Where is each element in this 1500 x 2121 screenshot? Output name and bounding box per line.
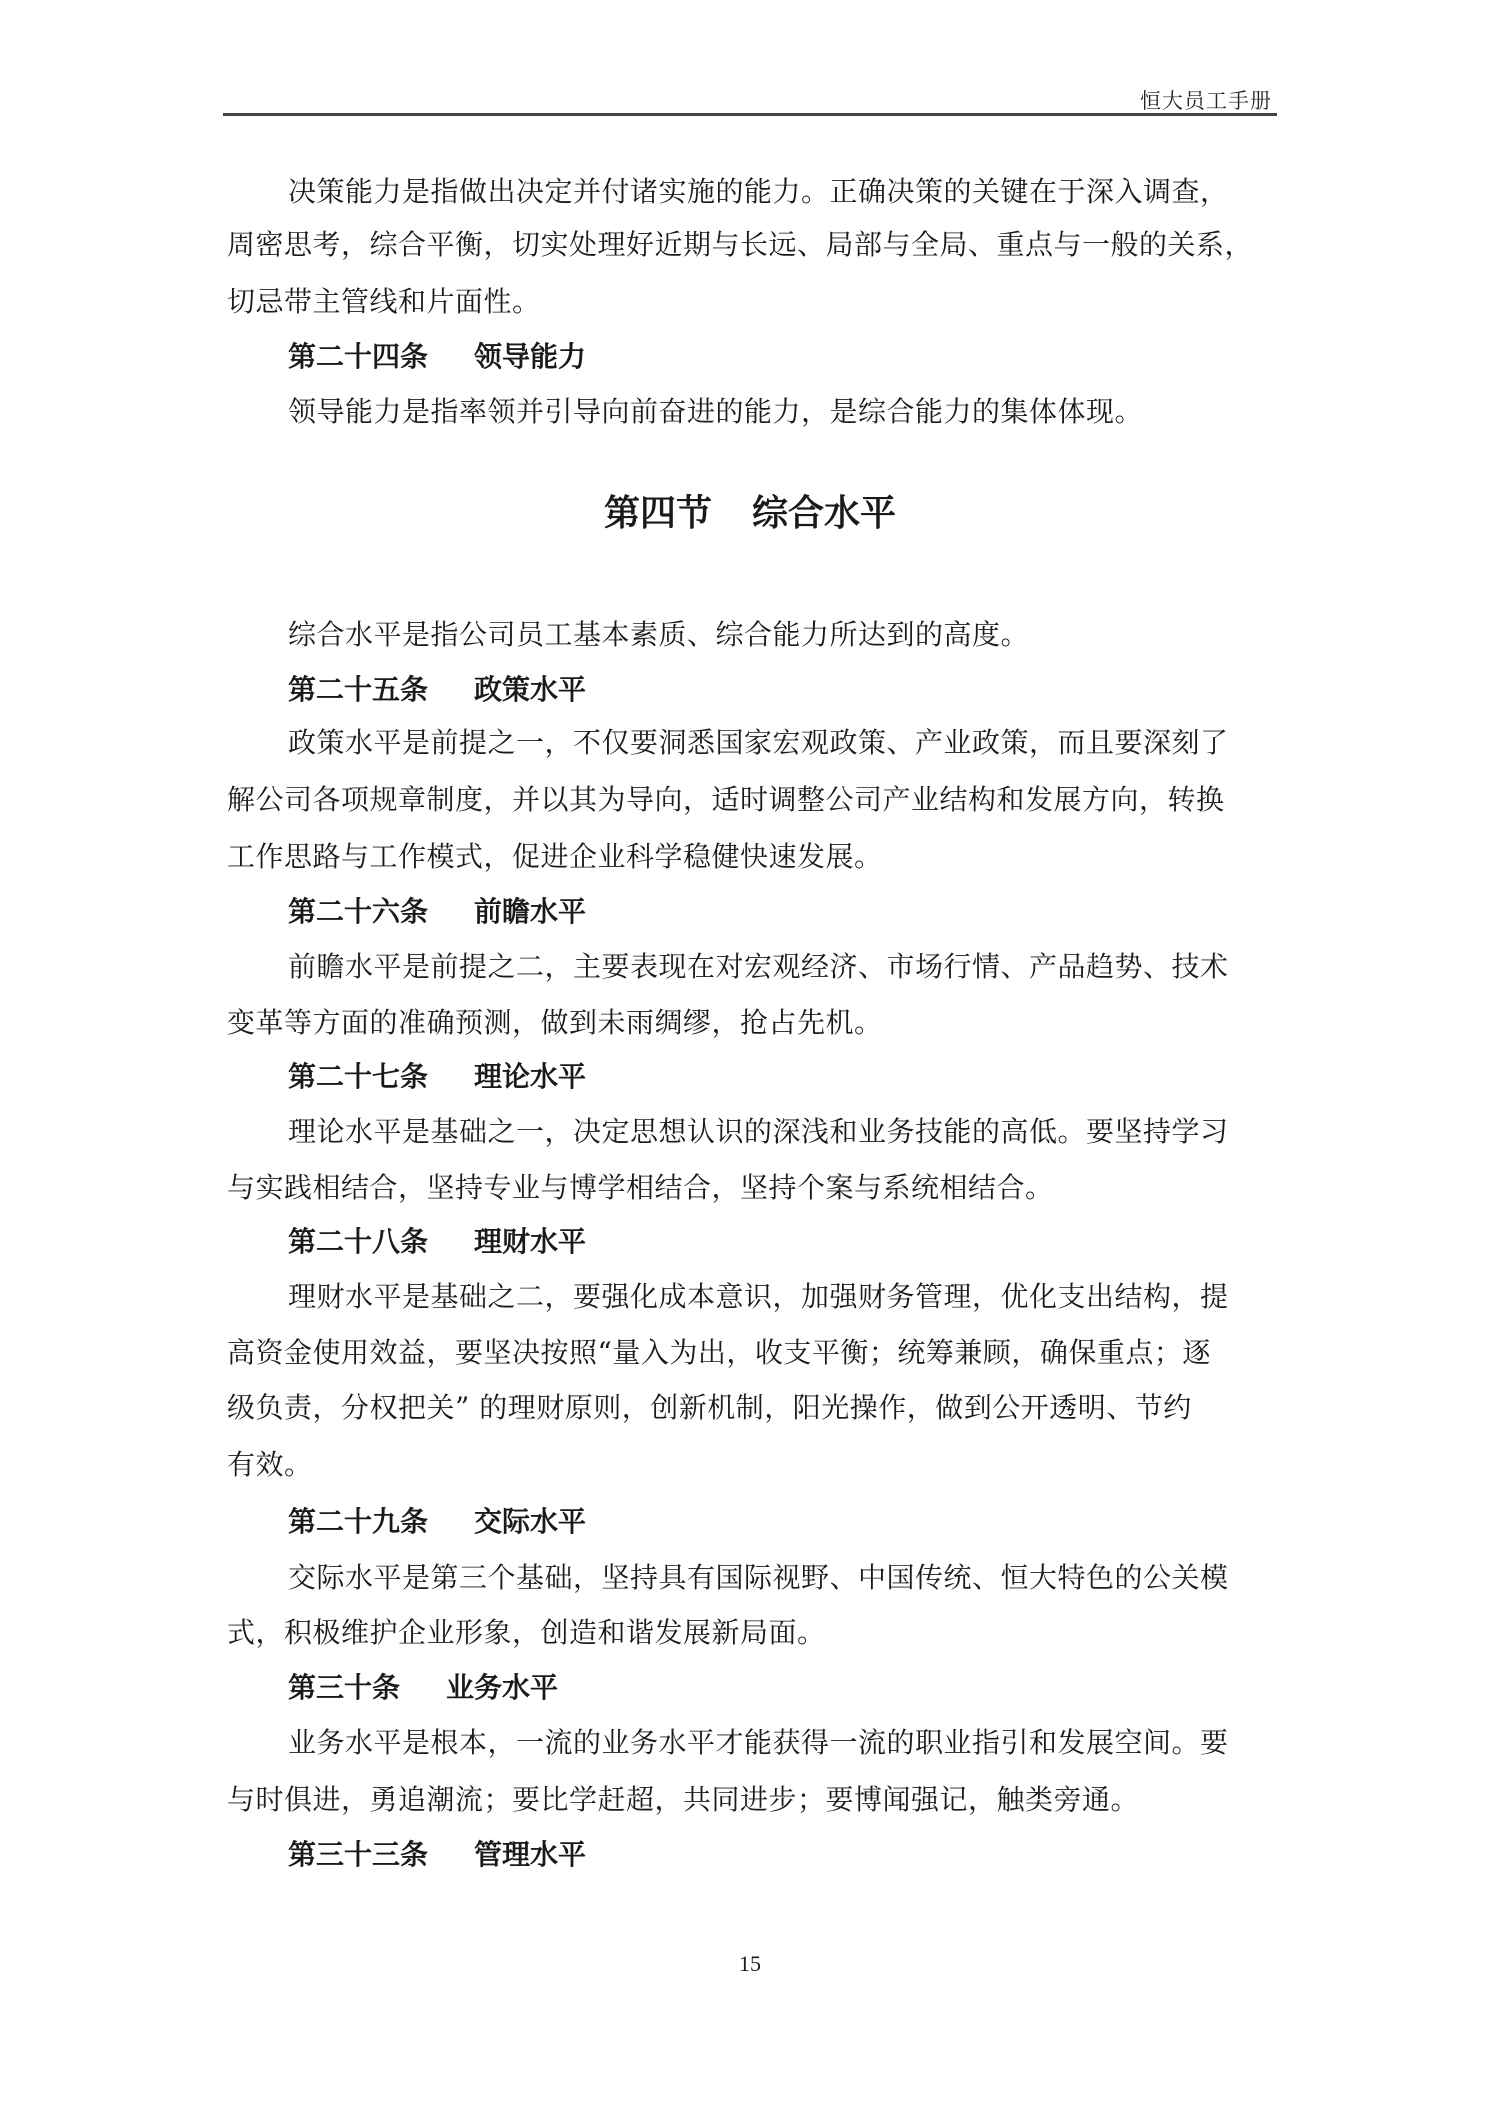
paragraph-line: 有效。 xyxy=(227,1448,313,1481)
paragraph-line: 理财水平是基础之二，要强化成本意识，加强财务管理，优化支出结构，提 xyxy=(288,1280,1229,1313)
article-heading xyxy=(288,1668,558,1708)
page-number: 15 xyxy=(739,1951,761,1976)
article-heading xyxy=(288,670,586,710)
article-title: 交际水平 xyxy=(474,1505,587,1538)
article-number: 第二十四条 xyxy=(288,340,429,373)
article-title: 业务水平 xyxy=(446,1671,559,1704)
paragraph-line: 交际水平是第三个基础，坚持具有国际视野、中国传统、恒大特色的公关模 xyxy=(288,1561,1229,1594)
paragraph-line: 式，积极维护企业形象，创造和谐发展新局面。 xyxy=(227,1616,826,1649)
article-number: 第三十三条 xyxy=(288,1838,429,1871)
header-rule xyxy=(223,113,1277,116)
paragraph-line: 解公司各项规章制度，并以其为导向，适时调整公司产业结构和发展方向，转换 xyxy=(227,783,1225,816)
paragraph-line: 周密思考，综合平衡，切实处理好近期与长远、局部与全局、重点与一般的关系， xyxy=(227,228,1254,261)
article-heading xyxy=(288,1835,586,1875)
article-title: 理论水平 xyxy=(474,1060,587,1093)
article-number: 第二十七条 xyxy=(288,1060,429,1093)
paragraph-line: 与实践相结合，坚持专业与博学相结合，坚持个案与系统相结合。 xyxy=(227,1171,1054,1204)
article-number: 第二十八条 xyxy=(288,1225,429,1258)
paragraph-line: 政策水平是前提之一，不仅要洞悉国家宏观政策、产业政策，而且要深刻了 xyxy=(288,726,1229,759)
paragraph-line: 高资金使用效益，要坚决按照“量入为出，收支平衡；统筹兼顾，确保重点；逐 xyxy=(227,1336,1211,1369)
article-heading xyxy=(288,1057,586,1097)
paragraph-line: 前瞻水平是前提之二，主要表现在对宏观经济、市场行情、产品趋势、技术 xyxy=(288,950,1229,983)
paragraph-line: 业务水平是根本，一流的业务水平才能获得一流的职业指引和发展空间。要 xyxy=(288,1726,1229,1759)
section-number: 第四节 xyxy=(603,493,712,534)
article-heading xyxy=(288,892,586,932)
article-number: 第二十六条 xyxy=(288,895,429,928)
article-title: 管理水平 xyxy=(474,1838,587,1871)
paragraph-line: 领导能力是指率领并引导向前奋进的能力，是综合能力的集体体现。 xyxy=(288,395,1144,428)
article-title: 前瞻水平 xyxy=(474,895,587,928)
running-header-title: 恒大员工手册 xyxy=(1140,89,1272,113)
article-heading xyxy=(288,1222,586,1262)
article-heading xyxy=(288,337,586,377)
paragraph-line: 变革等方面的准确预测，做到未雨绸缪，抢占先机。 xyxy=(227,1006,883,1039)
article-number: 第二十五条 xyxy=(288,673,429,706)
paragraph-line: 与时俱进，勇追潮流；要比学赶超，共同进步；要博闻强记，触类旁通。 xyxy=(227,1783,1140,1816)
section-heading xyxy=(0,491,1500,537)
paragraph-line: 切忌带主管线和片面性。 xyxy=(227,285,541,318)
paragraph-line: 决策能力是指做出决定并付诸实施的能力。正确决策的关键在于深入调查， xyxy=(288,175,1229,208)
article-number: 第二十九条 xyxy=(288,1505,429,1538)
article-title: 政策水平 xyxy=(474,673,587,706)
article-title: 理财水平 xyxy=(474,1225,587,1258)
article-title: 领导能力 xyxy=(474,340,587,373)
article-heading xyxy=(288,1502,586,1542)
paragraph-line: 级负责，分权把关” 的理财原则，创新机制，阳光操作，做到公开透明、节约 xyxy=(227,1391,1192,1424)
article-number: 第三十条 xyxy=(288,1671,401,1704)
paragraph-line: 工作思路与工作模式，促进企业科学稳健快速发展。 xyxy=(227,840,883,873)
paragraph-line: 综合水平是指公司员工基本素质、综合能力所达到的高度。 xyxy=(288,618,1030,651)
section-title: 综合水平 xyxy=(752,493,897,534)
paragraph-line: 理论水平是基础之一，决定思想认识的深浅和业务技能的高低。要坚持学习 xyxy=(288,1115,1229,1148)
